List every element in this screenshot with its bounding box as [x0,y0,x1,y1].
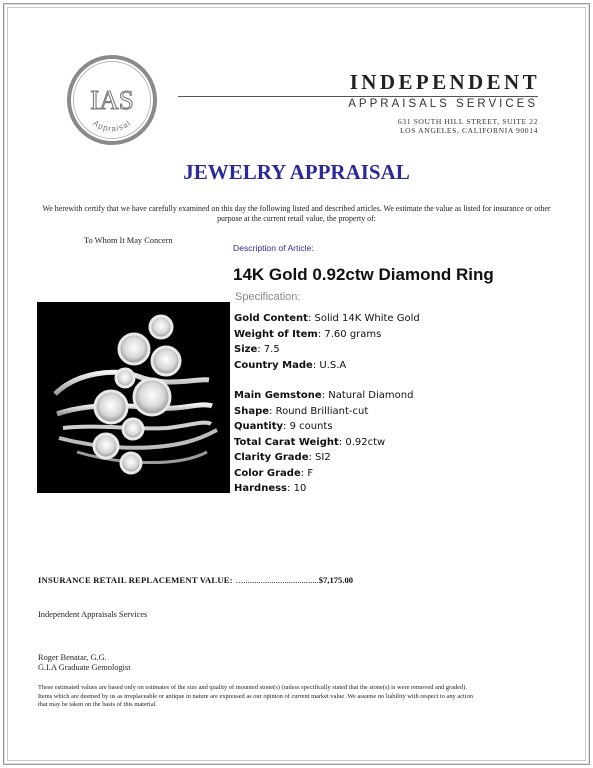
value-amount: $7,175.00 [318,575,354,585]
svg-text:IAS: IAS [90,85,134,115]
ias-logo [66,54,158,146]
header-rule [178,96,538,97]
value-label: INSURANCE RETAIL REPLACEMENT VALUE: [38,575,233,585]
spec-shape: Shape: Round Brilliant-cut [234,405,369,417]
description-label: Description of Article: [233,243,314,253]
spec-gold-content: Gold Content: Solid 14K White Gold [234,313,420,324]
disclaimer: These estimated values are based only on estimates of the size and quality of mounted stone(s) (unless specifically stated that the stone(s) is were removed and graded). Items which are deemed by us as irreplaceable or antique in nature are expressed as our opinion of current market value .We assume no liability with respect to any action that may be taken on the basis of this material. [38,684,473,709]
spec-carat-weight: Total Carat Weight: 0.92ctw [234,436,386,448]
document-title: JEWELRY APPRAISAL [183,160,410,184]
recipient: To Whom It May Concern [84,236,173,245]
signature-company: Independent Appraisals Services [38,610,148,619]
appraiser-credential: G.I.A Graduate Gemologist [38,663,131,672]
company-address-line2: LOS ANGELES, CALIFORNIA 90014 [399,126,538,135]
item-title: 14K Gold 0.92ctw Diamond Ring [233,265,494,284]
spec-size: Size: 7.5 [234,344,280,355]
spec-color: Color Grade: F [234,467,314,479]
spec-main-gemstone: Main Gemstone: Natural Diamond [234,390,414,401]
spec-country: Country Made: U.S.A [234,359,347,371]
ring-photo [37,302,230,493]
appraiser-name: Roger Benatar, G.G. [38,653,107,662]
certification-text: We herewith certify that we have carefully examined on this day the following listed and described articles. We estimate the value as listed for insurance or other purpose at the current retail value, the property of: [42,204,551,223]
company-address-line1: 631 SOUTH HILL STREET, SUITE 22 [397,117,538,126]
company-name: INDEPENDENT [349,70,540,94]
spec-hardness: Hardness: 10 [234,483,307,494]
appraiser-block [38,653,131,673]
spec-quantity: Quantity: 9 counts [234,421,333,432]
specifications [234,311,420,497]
spec-weight: Weight of Item: 7.60 grams [234,328,382,340]
company-subtitle: APPRAISALS SERVICES [348,98,538,110]
replacement-value [38,575,353,585]
specification-label: Specification: [235,291,301,303]
value-dots: …................................... [234,575,319,585]
spec-clarity: Clarity Grade: SI2 [234,452,331,463]
svg-text:Appraisal: Appraisal [91,118,133,134]
